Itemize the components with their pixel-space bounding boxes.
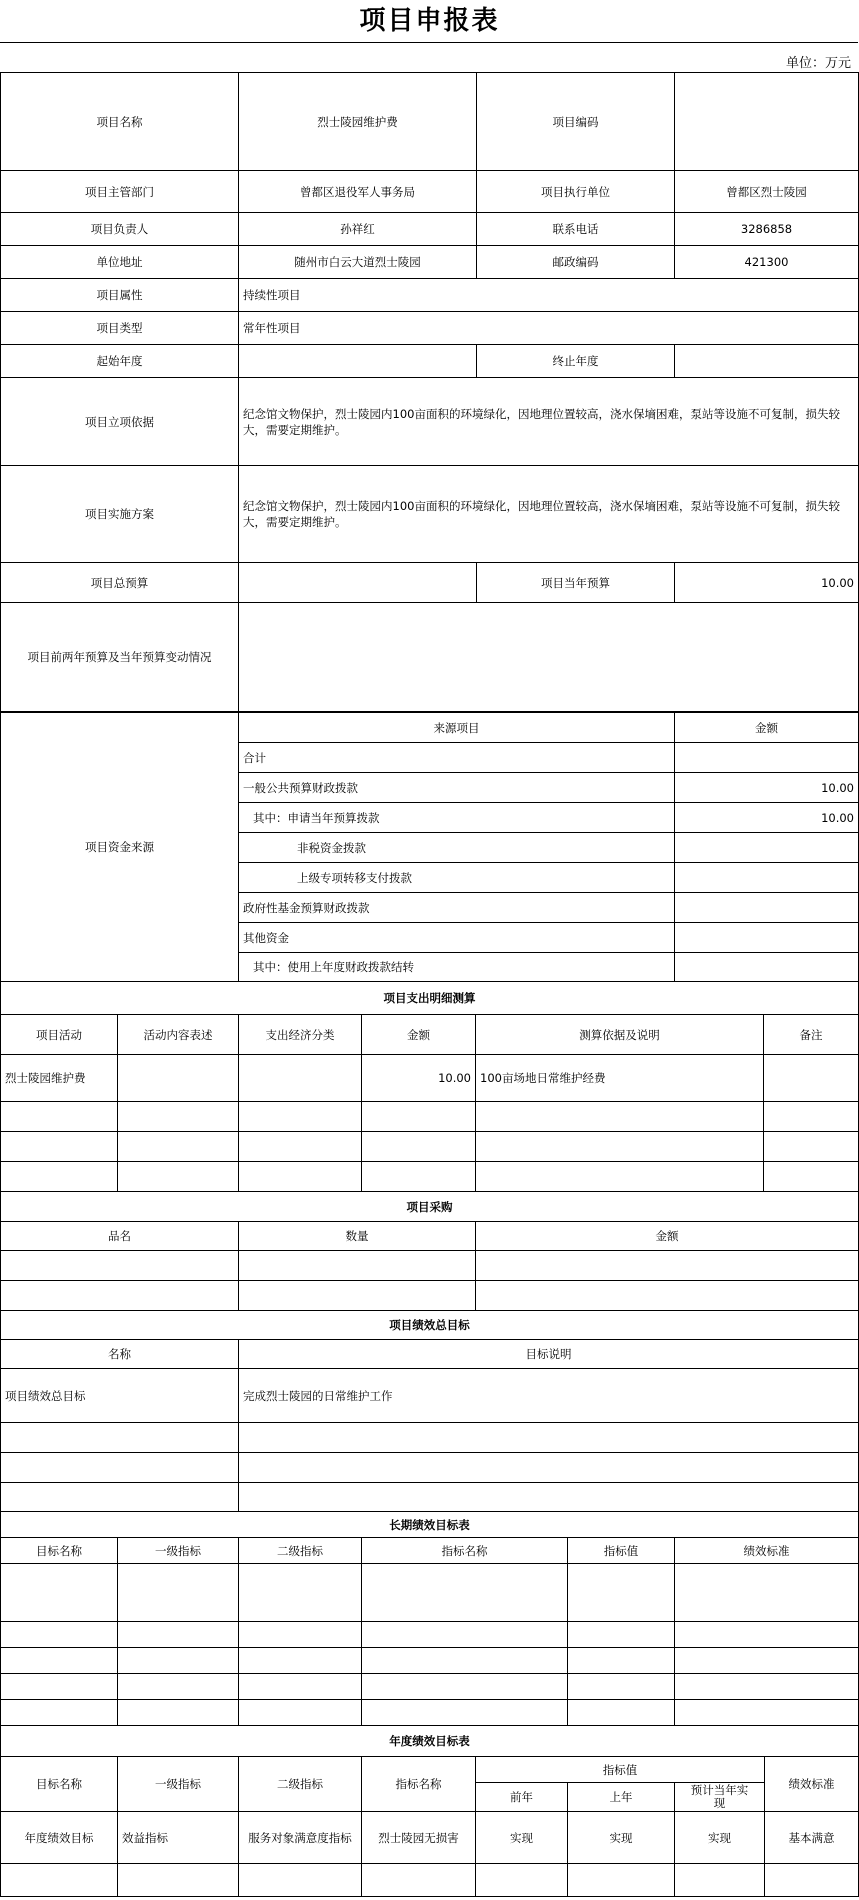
funding-row-amount xyxy=(675,893,859,923)
empty-cell xyxy=(118,1622,239,1648)
procurement-header-amount: 金额 xyxy=(476,1222,859,1251)
start-label: 起始年度 xyxy=(1,345,239,378)
funding-table xyxy=(0,712,859,982)
empty-cell xyxy=(362,1132,476,1162)
annual-section-title: 年度绩效目标表 xyxy=(1,1726,859,1757)
change-label: 项目前两年预算及当年预算变动情况 xyxy=(1,603,239,712)
title-divider xyxy=(0,42,858,43)
empty-cell xyxy=(1,1251,239,1281)
annual-cell-target: 年度绩效目标 xyxy=(1,1812,118,1864)
empty-cell xyxy=(568,1564,675,1622)
funding-row-name: 非税资金拨款 xyxy=(239,833,675,863)
long-term-table xyxy=(0,1511,859,1726)
empty-cell xyxy=(239,1251,476,1281)
empty-cell xyxy=(568,1622,675,1648)
procurement-header-qty: 数量 xyxy=(239,1222,476,1251)
empty-cell xyxy=(362,1564,568,1622)
type-label: 项目类型 xyxy=(1,312,239,345)
annual-header-value: 指标值 xyxy=(476,1757,765,1783)
expense-cell-content xyxy=(118,1055,239,1102)
empty-cell xyxy=(362,1674,568,1700)
perf-total-row-name: 项目绩效总目标 xyxy=(1,1369,239,1423)
funding-row-name: 其中：申请当年预算拨款 xyxy=(239,803,675,833)
funding-row-name: 一般公共预算财政拨款 xyxy=(239,773,675,803)
empty-cell xyxy=(239,1281,476,1311)
postcode-value: 421300 xyxy=(675,246,859,279)
project-name-value: 烈士陵园维护费 xyxy=(239,73,477,171)
empty-cell xyxy=(675,1700,859,1726)
plan-value: 纪念馆文物保护，烈士陵园内100亩面积的环境绿化，因地理位置较高，浇水保墒困难，泵站等设施不可复制，损失较大，需要定期维护。 xyxy=(239,466,859,563)
annual-header-prev1: 上年 xyxy=(568,1783,675,1812)
empty-cell xyxy=(239,1564,362,1622)
end-value xyxy=(675,345,859,378)
basis-label: 项目立项依据 xyxy=(1,378,239,466)
perf-total-table xyxy=(0,1310,859,1512)
empty-cell xyxy=(239,1102,362,1132)
empty-cell xyxy=(362,1700,568,1726)
expense-cell-econ xyxy=(239,1055,362,1102)
empty-cell xyxy=(675,1564,859,1622)
basis-value: 纪念馆文物保护，烈士陵园内100亩面积的环境绿化，因地理位置较高，浇水保墒困难，泵站等设施不可复制，损失较大，需要定期维护。 xyxy=(239,378,859,466)
expense-cell-note xyxy=(764,1055,859,1102)
perf-total-header-desc: 目标说明 xyxy=(239,1340,859,1369)
empty-cell xyxy=(362,1102,476,1132)
empty-cell xyxy=(675,1864,765,1897)
long-term-header-value: 指标值 xyxy=(568,1538,675,1564)
person-value: 孙祥红 xyxy=(239,213,477,246)
funding-header-amount: 金额 xyxy=(675,713,859,743)
annual-header-lvl2: 二级指标 xyxy=(239,1757,362,1812)
empty-cell xyxy=(476,1251,859,1281)
procurement-table xyxy=(0,1191,859,1311)
expense-cell-activity: 烈士陵园维护费 xyxy=(1,1055,118,1102)
annual-cell-prev2: 实现 xyxy=(476,1812,568,1864)
procurement-header-item: 品名 xyxy=(1,1222,239,1251)
long-term-header-lvl2: 二级指标 xyxy=(239,1538,362,1564)
long-term-header-ind: 指标名称 xyxy=(362,1538,568,1564)
expense-header-econ: 支出经济分类 xyxy=(239,1015,362,1055)
empty-cell xyxy=(765,1864,859,1897)
empty-cell xyxy=(1,1423,239,1453)
empty-cell xyxy=(239,1162,362,1192)
funding-row-amount xyxy=(675,833,859,863)
empty-cell xyxy=(239,1674,362,1700)
exec-unit-value: 曾都区烈士陵园 xyxy=(675,171,859,213)
annual-header-target: 目标名称 xyxy=(1,1757,118,1812)
empty-cell xyxy=(118,1674,239,1700)
postcode-label: 邮政编码 xyxy=(477,246,675,279)
empty-cell xyxy=(1,1132,118,1162)
project-name-label: 项目名称 xyxy=(1,73,239,171)
expense-header-activity: 项目活动 xyxy=(1,1015,118,1055)
address-value: 随州市白云大道烈士陵园 xyxy=(239,246,477,279)
expense-cell-basis: 100亩场地日常维护经费 xyxy=(476,1055,764,1102)
empty-cell xyxy=(239,1132,362,1162)
empty-cell xyxy=(1,1674,118,1700)
empty-cell xyxy=(476,1132,764,1162)
funding-row-amount xyxy=(675,953,859,982)
expense-table xyxy=(0,981,859,1192)
empty-cell xyxy=(476,1162,764,1192)
empty-cell xyxy=(675,1648,859,1674)
type-value: 常年性项目 xyxy=(239,312,859,345)
empty-cell xyxy=(1,1700,118,1726)
empty-cell xyxy=(239,1423,859,1453)
funding-row-name: 上级专项转移支付拨款 xyxy=(239,863,675,893)
perf-total-section-title: 项目绩效总目标 xyxy=(1,1311,859,1340)
phone-value: 3286858 xyxy=(675,213,859,246)
page-title: 项目申报表 xyxy=(359,6,500,36)
empty-cell xyxy=(568,1864,675,1897)
annual-header-prev2: 前年 xyxy=(476,1783,568,1812)
person-label: 项目负责人 xyxy=(1,213,239,246)
empty-cell xyxy=(568,1674,675,1700)
long-term-header-std: 绩效标准 xyxy=(675,1538,859,1564)
empty-cell xyxy=(239,1453,859,1483)
funding-row-name: 其中：使用上年度财政拨款结转 xyxy=(239,953,675,982)
empty-cell xyxy=(362,1864,476,1897)
basic-info-table xyxy=(0,72,859,712)
funding-row-name: 政府性基金预算财政拨款 xyxy=(239,893,675,923)
expense-header-note: 备注 xyxy=(764,1015,859,1055)
long-term-header-target: 目标名称 xyxy=(1,1538,118,1564)
address-label: 单位地址 xyxy=(1,246,239,279)
annual-header-std: 绩效标准 xyxy=(765,1757,859,1812)
plan-label: 项目实施方案 xyxy=(1,466,239,563)
funding-row-name: 合计 xyxy=(239,743,675,773)
empty-cell xyxy=(1,1622,118,1648)
empty-cell xyxy=(1,1162,118,1192)
funding-label: 项目资金来源 xyxy=(1,713,239,982)
empty-cell xyxy=(1,1648,118,1674)
change-value xyxy=(239,603,859,712)
attr-label: 项目属性 xyxy=(1,279,239,312)
empty-cell xyxy=(675,1674,859,1700)
dept-value: 曾都区退役军人事务局 xyxy=(239,171,477,213)
dept-label: 项目主管部门 xyxy=(1,171,239,213)
empty-cell xyxy=(764,1102,859,1132)
empty-cell xyxy=(764,1132,859,1162)
annual-header-lvl1: 一级指标 xyxy=(118,1757,239,1812)
empty-cell xyxy=(362,1622,568,1648)
empty-cell xyxy=(476,1102,764,1132)
project-code-value xyxy=(675,73,859,171)
annual-header-ind: 指标名称 xyxy=(362,1757,476,1812)
empty-cell xyxy=(764,1162,859,1192)
funding-header-source: 来源项目 xyxy=(239,713,675,743)
exec-unit-label: 项目执行单位 xyxy=(477,171,675,213)
annual-cell-lvl1: 效益指标 xyxy=(118,1812,239,1864)
empty-cell xyxy=(118,1162,239,1192)
empty-cell xyxy=(476,1281,859,1311)
empty-cell xyxy=(675,1622,859,1648)
empty-cell xyxy=(118,1132,239,1162)
annual-table xyxy=(0,1725,859,1897)
empty-cell xyxy=(362,1648,568,1674)
year-budget-value: 10.00 xyxy=(675,563,859,603)
funding-row-name: 其他资金 xyxy=(239,923,675,953)
phone-label: 联系电话 xyxy=(477,213,675,246)
annual-cell-ind: 烈士陵园无损害 xyxy=(362,1812,476,1864)
funding-row-amount xyxy=(675,743,859,773)
empty-cell xyxy=(118,1700,239,1726)
empty-cell xyxy=(476,1864,568,1897)
perf-total-header-name: 名称 xyxy=(1,1340,239,1369)
expense-cell-amount: 10.00 xyxy=(362,1055,476,1102)
start-value xyxy=(239,345,477,378)
empty-cell xyxy=(239,1622,362,1648)
project-code-label: 项目编码 xyxy=(477,73,675,171)
empty-cell xyxy=(118,1864,239,1897)
empty-cell xyxy=(118,1102,239,1132)
expense-header-amount: 金额 xyxy=(362,1015,476,1055)
expense-header-basis: 测算依据及说明 xyxy=(476,1015,764,1055)
annual-cell-lvl2: 服务对象满意度指标 xyxy=(239,1812,362,1864)
empty-cell xyxy=(1,1564,118,1622)
empty-cell xyxy=(362,1162,476,1192)
empty-cell xyxy=(1,1281,239,1311)
empty-cell xyxy=(1,1864,118,1897)
total-budget-value xyxy=(239,563,477,603)
funding-row-amount: 10.00 xyxy=(675,803,859,833)
empty-cell xyxy=(239,1700,362,1726)
expense-section-title: 项目支出明细测算 xyxy=(1,982,859,1015)
annual-cell-std: 基本满意 xyxy=(765,1812,859,1864)
empty-cell xyxy=(568,1700,675,1726)
empty-cell xyxy=(239,1864,362,1897)
annual-cell-cur: 实现 xyxy=(675,1812,765,1864)
procurement-section-title: 项目采购 xyxy=(1,1192,859,1222)
empty-cell xyxy=(568,1648,675,1674)
empty-cell xyxy=(1,1483,239,1512)
empty-cell xyxy=(1,1453,239,1483)
long-term-header-lvl1: 一级指标 xyxy=(118,1538,239,1564)
long-term-section-title: 长期绩效目标表 xyxy=(1,1512,859,1538)
unit-label: 单位：万元 xyxy=(785,56,851,71)
funding-row-amount: 10.00 xyxy=(675,773,859,803)
empty-cell xyxy=(118,1648,239,1674)
annual-cell-prev1: 实现 xyxy=(568,1812,675,1864)
expense-header-content: 活动内容表述 xyxy=(118,1015,239,1055)
funding-row-amount xyxy=(675,863,859,893)
empty-cell xyxy=(239,1483,859,1512)
annual-header-cur: 预计当年实现 xyxy=(675,1783,765,1812)
end-label: 终止年度 xyxy=(477,345,675,378)
perf-total-row-desc: 完成烈士陵园的日常维护工作 xyxy=(239,1369,859,1423)
attr-value: 持续性项目 xyxy=(239,279,859,312)
empty-cell xyxy=(239,1648,362,1674)
funding-row-amount xyxy=(675,923,859,953)
year-budget-label: 项目当年预算 xyxy=(477,563,675,603)
empty-cell xyxy=(118,1564,239,1622)
total-budget-label: 项目总预算 xyxy=(1,563,239,603)
empty-cell xyxy=(1,1102,118,1132)
